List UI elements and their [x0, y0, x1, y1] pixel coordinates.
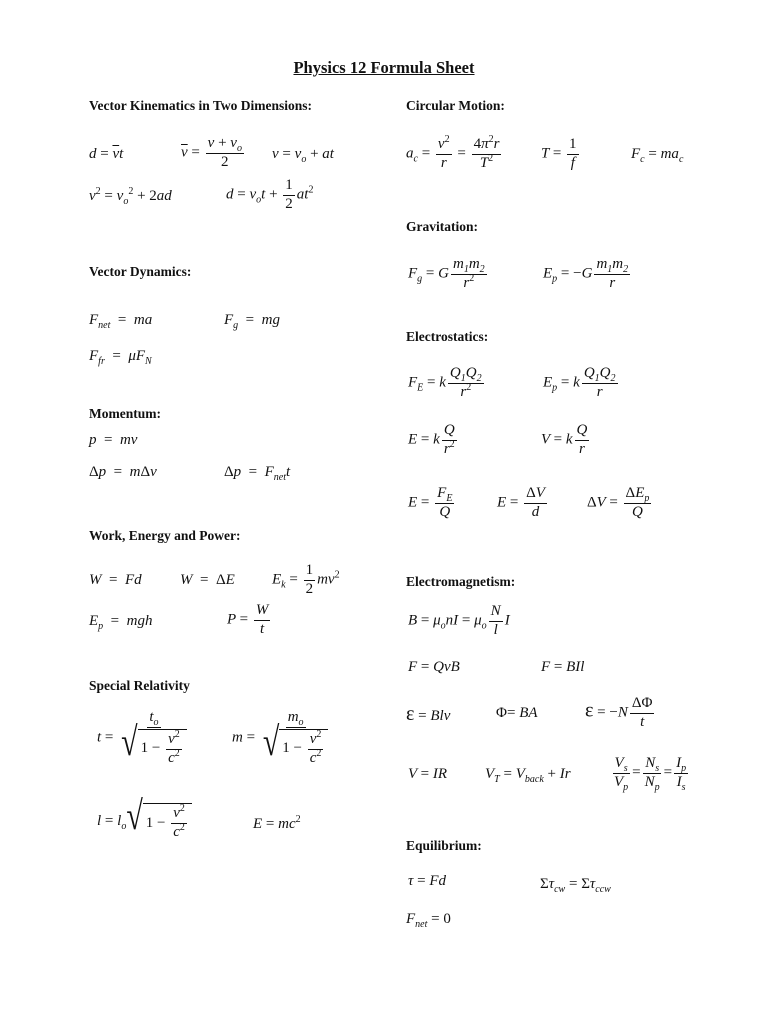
heading-vector-kinematics: Vector Kinematics in Two Dimensions:: [89, 98, 313, 113]
formula-velocity-squared: $v^2 = v_o^2 + 2ad$: [89, 186, 172, 207]
heading-work-energy-power: Work, Energy and Power:: [89, 528, 241, 543]
formula-friction-force: $F_{fr} = \mu F_N$: [89, 348, 152, 367]
formula-electric-force: $F_E = k$ $\frac{Q_1Q_2}{r^2}$: [408, 365, 482, 400]
formula-magnetic-force-charge: F = QvB: [408, 659, 460, 675]
formula-electric-field: E = k $\frac{Q}{r^2}$: [408, 422, 455, 457]
formula-gravitational-force: $F_g = G$ $\frac{m_1m_2}{r^2}$: [408, 256, 485, 291]
formula-field-voltage-distance: E = $\frac{\Delta V}{d}$: [497, 485, 545, 520]
heading-electrostatics: Electrostatics:: [406, 329, 489, 344]
formula-net-force-zero: $F_{net} = 0$: [406, 911, 451, 930]
formula-length-contraction: $l = l_o$ √ 1 − $\frac{v^2}{c^2}$: [97, 803, 192, 841]
formula-ohms-law: V = IR: [408, 766, 448, 782]
formula-centripetal-acceleration: $a_c$ = $\frac{v^2}{r}$ = $\frac{4\pi^2r}{T^2}$: [406, 134, 500, 171]
heading-equilibrium: Equilibrium:: [406, 838, 482, 853]
formula-electric-potential-energy: $E_p = k$ $\frac{Q_1Q_2}{r}$: [543, 365, 616, 400]
formula-displacement-average-velocity: $d = \overline{v}t$: [89, 146, 124, 162]
formula-net-force: $F_{net}$ = ma: [89, 312, 153, 331]
formula-work: W = Fd: [89, 572, 142, 588]
formula-magnetic-flux: Φ= BA: [496, 705, 538, 721]
formula-torque: τ = Fd: [408, 873, 447, 889]
formula-potential-energy: $E_p$ = mgh: [89, 613, 153, 632]
formula-potential-difference: ΔV = $\frac{\Delta E_p}{Q}$: [587, 485, 650, 520]
formula-centripetal-force: $F_c = ma_c$: [631, 146, 684, 165]
formula-relativistic-mass: m = $m_o$ √ 1 − $\frac{v^2}{c^2}$: [232, 710, 332, 766]
formula-faraday-law: ε = −N $\frac{\Delta\Phi}{t}$: [585, 695, 653, 730]
formula-impulse: $\Delta p = F_{net}t$: [224, 464, 291, 483]
formula-gravity-force: $F_g$ = mg: [224, 312, 280, 331]
formula-power: P = $\frac{W}{t}$: [227, 602, 269, 637]
heading-special-relativity: Special Relativity: [89, 678, 190, 693]
formula-momentum: p = mv: [89, 432, 138, 448]
heading-momentum: Momentum:: [89, 406, 161, 421]
formula-kinetic-energy: $E_k$ = $\frac{1}{2}$ $mv^2$: [272, 562, 340, 597]
formula-work-energy: W = ΔE: [180, 572, 235, 588]
formula-electric-potential: V = k $\frac{Q}{r}$: [541, 422, 588, 457]
formula-time-dilation: t = $t_o$ √ 1 − $\frac{v^2}{c^2}$: [97, 710, 191, 766]
formula-average-velocity: $\overline{v}$ = $\frac{v + v_o}{2}$: [181, 135, 242, 170]
heading-gravitation: Gravitation:: [406, 219, 478, 234]
formula-motional-emf: ε = Blv: [406, 703, 451, 725]
formula-transformer: $\frac{V_s}{V_p}$ = $\frac{N_s}{N_p}$ = $\frac{I_p}{I_s}$: [614, 755, 687, 793]
formula-torque-equilibrium: $\Sigma\tau_{cw} = \Sigma\tau_{ccw}$: [540, 876, 611, 895]
formula-terminal-voltage: $V_T = V_{back} + Ir$: [485, 766, 571, 785]
page-title: Physics 12 Formula Sheet: [293, 58, 475, 77]
formula-mass-energy: $E = mc^2$: [253, 814, 301, 832]
formula-solenoid-field: $B = \mu_onI = \mu_o$ $\frac{N}{l}$ I: [408, 603, 510, 638]
formula-field-force-charge: E = $\frac{F_E}{Q}$: [408, 485, 453, 520]
formula-period: T = $\frac{1}{f}$: [541, 136, 577, 171]
heading-electromagnetism: Electromagnetism:: [406, 574, 516, 589]
formula-gravitational-potential-energy: $E_p = -G$ $\frac{m_1m_2}{r}$: [543, 256, 629, 291]
formula-displacement-kinematic: $d = v_ot$ + $\frac{1}{2}$ $at^2$: [226, 177, 314, 212]
formula-final-velocity: $v = v_o$ + at: [272, 146, 334, 165]
heading-circular-motion: Circular Motion:: [406, 98, 505, 113]
formula-magnetic-force-wire: F = BIl: [541, 659, 585, 675]
formula-momentum-change: Δp = mΔv: [89, 464, 157, 480]
heading-vector-dynamics: Vector Dynamics:: [89, 264, 192, 279]
